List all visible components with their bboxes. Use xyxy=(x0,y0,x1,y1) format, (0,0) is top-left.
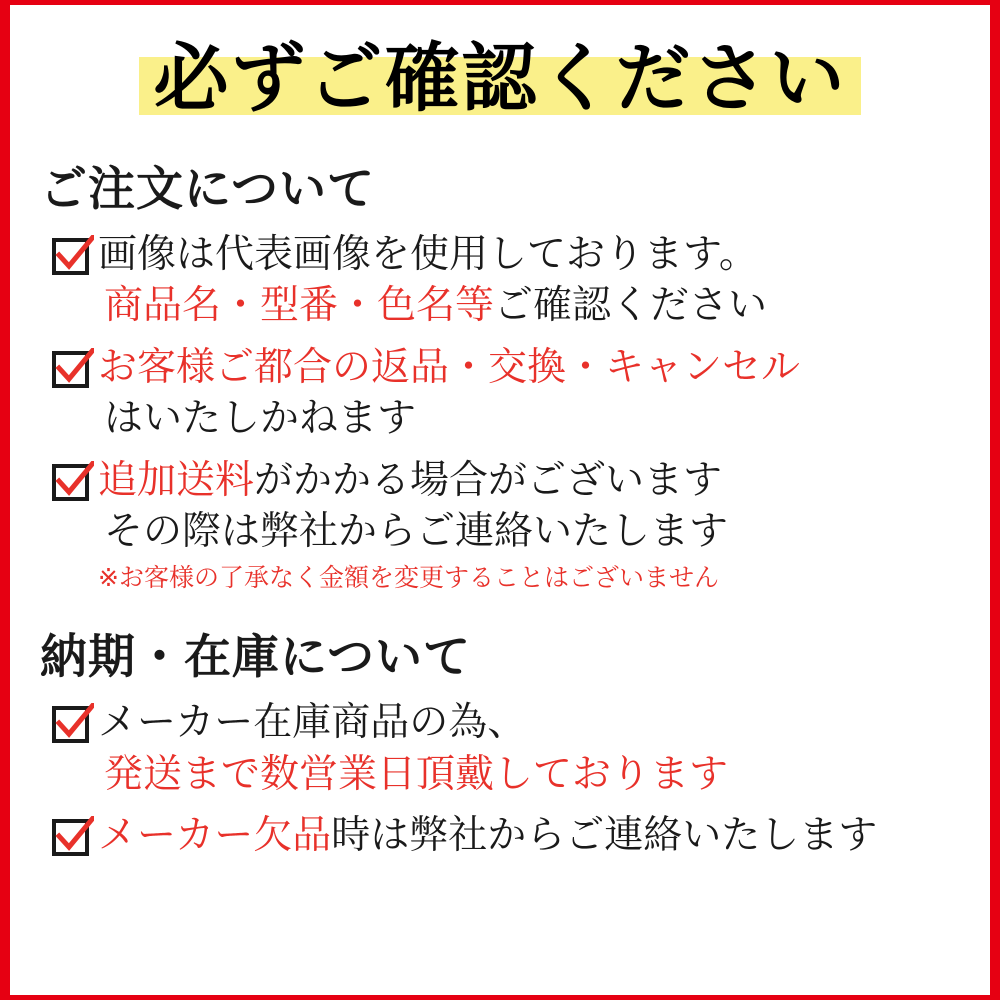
section-heading-delivery: 納期・在庫について xyxy=(40,630,472,686)
text-segment-red: 追加送料 xyxy=(98,457,255,503)
text-line xyxy=(98,506,990,557)
list-item xyxy=(52,697,990,800)
page-title xyxy=(139,33,860,126)
border-bottom xyxy=(0,995,1000,1000)
list-item-text xyxy=(98,697,990,800)
text-line xyxy=(98,697,990,748)
title-text: 必ずご確認ください xyxy=(153,34,847,122)
text-segment: その際は弊社からご連絡いたします xyxy=(104,509,729,555)
text-line xyxy=(98,280,990,331)
list-item-text xyxy=(98,342,990,445)
text-line xyxy=(98,749,990,800)
list-item-text xyxy=(98,810,990,861)
text-line xyxy=(98,342,990,393)
list-item-text xyxy=(98,229,990,332)
list-item xyxy=(52,455,990,594)
list-item xyxy=(52,342,990,445)
text-segment: メーカー在庫商品の為、 xyxy=(98,700,527,746)
list-item-text xyxy=(98,455,990,594)
text-segment: 画像は代表画像を使用しております。 xyxy=(98,232,758,277)
text-line xyxy=(98,393,990,444)
checkbox-checked-icon xyxy=(52,816,94,858)
text-segment-red: メーカー欠品 xyxy=(98,813,332,859)
text-segment-red: 発送まで数営業日頂戴しております xyxy=(104,751,729,797)
text-segment: がかかる場合がございます xyxy=(254,457,723,503)
text-line xyxy=(98,229,990,280)
checkbox-checked-icon xyxy=(52,348,94,390)
border-left xyxy=(0,0,10,1000)
footnote: ※お客様の了承なく金額を変更することはございません xyxy=(98,562,719,592)
text-segment: 時は弊社からご連絡いたします xyxy=(331,813,878,859)
text-segment: ご確認ください xyxy=(494,283,768,329)
list-item xyxy=(52,229,990,332)
text-segment: はいたしかねます xyxy=(104,396,417,442)
checkbox-checked-icon xyxy=(52,703,94,745)
checkbox-checked-icon xyxy=(52,461,94,503)
text-segment-red: 商品名・型番・色名等 xyxy=(104,283,495,329)
section-heading-order: ご注文について xyxy=(40,162,376,217)
text-line xyxy=(98,810,990,861)
list-item xyxy=(52,810,990,861)
title-block xyxy=(10,33,990,126)
notice-content xyxy=(10,5,990,995)
checkbox-checked-icon xyxy=(52,235,94,277)
text-line xyxy=(98,455,990,506)
text-segment-red: お客様ご都合の返品・交換・キャンセル xyxy=(98,344,801,390)
border-right xyxy=(990,0,1000,1000)
